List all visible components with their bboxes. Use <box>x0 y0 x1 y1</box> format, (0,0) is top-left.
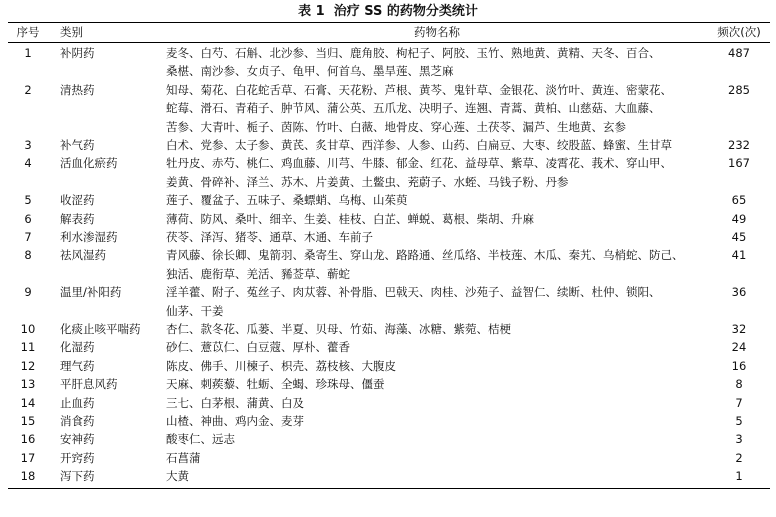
row-category: 开窍药 <box>60 450 95 465</box>
row-num: 5 <box>24 193 32 208</box>
row-category: 利水渗湿药 <box>60 230 118 244</box>
row-category: 理气药 <box>60 358 95 373</box>
drug-line: 苦参、大青叶、栀子、茵陈、竹叶、白薇、地骨皮、穿心莲、土茯苓、漏芦、生地黄、玄参 <box>166 119 626 134</box>
row-drugs <box>166 191 708 209</box>
row-drugs <box>166 228 708 246</box>
row-num: 11 <box>20 340 36 355</box>
row-category: 化痰止咳平喘药 <box>60 322 141 336</box>
row-freq: 167 <box>728 156 750 171</box>
drug-line: 陈皮、佛手、川楝子、枳壳、荔枝核、大腹皮 <box>166 358 396 373</box>
drug-line: 蛇莓、滑石、青葙子、肿节风、蒲公英、五爪龙、决明子、连翘、青蒿、黄柏、山慈菇、大血藤、 <box>166 101 661 116</box>
table-row <box>8 357 770 375</box>
row-category: 祛风湿药 <box>60 248 106 263</box>
row-category: 安神药 <box>60 432 95 447</box>
row-freq: 285 <box>728 82 750 97</box>
table-row <box>8 467 770 485</box>
row-num: 1 <box>24 46 32 60</box>
row-freq: 16 <box>731 358 747 373</box>
drug-line: 杏仁、款冬花、瓜蒌、半夏、贝母、竹茹、海藻、冰糖、紫菀、桔梗 <box>166 322 511 336</box>
drug-line: 淫羊藿、附子、菟丝子、肉苁蓉、补骨脂、巴戟天、肉桂、沙苑子、益智仁、续断、杜仲、锁阳、 <box>166 285 661 300</box>
row-freq: 41 <box>731 248 747 263</box>
row-drugs <box>166 246 708 283</box>
row-freq: 32 <box>731 322 747 336</box>
table-row <box>8 154 770 191</box>
header-category: 类别 <box>60 25 83 39</box>
row-freq: 5 <box>735 414 743 428</box>
table-row <box>8 375 770 393</box>
row-num: 3 <box>24 138 32 152</box>
row-num: 12 <box>20 358 36 373</box>
drug-line: 独活、鹿衔草、羌活、豨莶草、蕲蛇 <box>166 266 350 281</box>
row-num: 8 <box>24 248 32 263</box>
row-freq: 3 <box>735 432 743 447</box>
bottom-rule <box>8 488 770 489</box>
row-num: 9 <box>24 285 32 300</box>
row-freq: 1 <box>735 469 743 484</box>
table-row <box>8 44 770 81</box>
drug-line: 石菖蒲 <box>166 450 201 465</box>
row-freq: 7 <box>735 395 743 410</box>
table-row <box>8 320 770 338</box>
row-category: 补阴药 <box>60 46 95 60</box>
row-drugs <box>166 357 708 375</box>
drug-line: 白术、党参、太子参、黄芪、炙甘草、西洋参、人参、山药、白扁豆、大枣、绞股蓝、蜂蜜、生甘草 <box>166 138 672 152</box>
row-category: 补气药 <box>60 138 95 152</box>
drug-line: 牡丹皮、赤芍、桃仁、鸡血藤、川芎、牛膝、郁金、红花、益母草、紫草、凌霄花、莪术、穿山甲、 <box>166 156 672 171</box>
row-freq: 36 <box>731 285 747 300</box>
table-caption: 表 1 治疗 SS 的药物分类统计 <box>298 4 478 19</box>
table-row <box>8 210 770 228</box>
row-num: 6 <box>24 211 32 226</box>
row-freq: 65 <box>731 193 747 208</box>
drug-line: 砂仁、薏苡仁、白豆蔻、厚朴、藿香 <box>166 340 350 355</box>
row-category: 止血药 <box>60 395 95 410</box>
row-drugs <box>166 338 708 356</box>
drug-line: 姜黄、骨碎补、泽兰、苏木、片姜黄、土鳖虫、茺蔚子、水蛭、马钱子粉、丹参 <box>166 174 569 189</box>
row-category: 温里/补阳药 <box>60 285 122 300</box>
row-num: 17 <box>20 450 36 465</box>
row-freq: 49 <box>731 211 747 226</box>
drug-line: 酸枣仁、远志 <box>166 432 235 447</box>
table-row <box>8 228 770 246</box>
row-category: 活血化瘀药 <box>60 156 118 171</box>
table-row <box>8 136 770 154</box>
row-num: 16 <box>20 432 36 447</box>
header-num: 序号 <box>16 25 40 39</box>
table-row <box>8 412 770 430</box>
row-drugs <box>166 154 708 191</box>
table-row <box>8 81 770 136</box>
table-row <box>8 246 770 283</box>
row-category: 收涩药 <box>60 193 95 208</box>
row-drugs <box>166 44 708 81</box>
row-num: 10 <box>20 322 36 336</box>
row-drugs <box>166 449 708 467</box>
row-freq: 487 <box>728 46 750 60</box>
table-row <box>8 283 770 320</box>
row-category: 泻下药 <box>60 469 95 484</box>
row-drugs <box>166 430 708 448</box>
row-drugs <box>166 210 708 228</box>
table-row <box>8 338 770 356</box>
drug-line: 三七、白茅根、蒲黄、白及 <box>166 395 304 410</box>
row-num: 4 <box>24 156 32 171</box>
header-rule <box>8 42 770 43</box>
row-num: 7 <box>24 230 32 244</box>
row-num: 15 <box>20 414 36 428</box>
drug-line: 天麻、刺蒺藜、牡蛎、全蝎、珍珠母、僵蚕 <box>166 377 385 392</box>
row-category: 平肝息风药 <box>60 377 118 392</box>
row-drugs <box>166 136 708 154</box>
table-row <box>8 430 770 448</box>
drug-line: 麦冬、白芍、石斛、北沙参、当归、鹿角胶、枸杞子、阿胶、玉竹、熟地黄、黄精、天冬、百合、 <box>166 46 661 60</box>
drug-line: 薄荷、防风、桑叶、细辛、生姜、桂枝、白芷、蝉蜕、葛根、柴胡、升麻 <box>166 211 534 226</box>
row-drugs <box>166 320 708 338</box>
row-category: 化湿药 <box>60 340 95 355</box>
drug-line: 茯苓、泽泻、猪苓、通草、木通、车前子 <box>166 230 373 244</box>
drug-line: 知母、菊花、白花蛇舌草、石膏、天花粉、芦根、黄芩、鬼针草、金银花、淡竹叶、黄连、密蒙花、 <box>166 82 672 97</box>
row-category: 消食药 <box>60 414 95 428</box>
row-drugs <box>166 467 708 485</box>
row-drugs <box>166 394 708 412</box>
row-num: 2 <box>24 82 32 97</box>
row-freq: 232 <box>728 138 750 152</box>
table-row <box>8 394 770 412</box>
row-category: 解表药 <box>60 211 95 226</box>
header-freq: 频次(次) <box>717 25 761 39</box>
row-freq: 45 <box>731 230 747 244</box>
row-drugs <box>166 283 708 320</box>
row-num: 13 <box>20 377 36 392</box>
table-row <box>8 449 770 467</box>
header-drugs: 药物名称 <box>414 25 460 39</box>
row-drugs <box>166 81 708 136</box>
row-drugs <box>166 412 708 430</box>
row-freq: 24 <box>731 340 747 355</box>
row-num: 18 <box>20 469 36 484</box>
drug-line: 山楂、神曲、鸡内金、麦芽 <box>166 414 304 428</box>
drug-line: 桑椹、南沙参、女贞子、龟甲、何首乌、墨旱莲、黑芝麻 <box>166 64 454 79</box>
row-freq: 8 <box>735 377 743 392</box>
table-row <box>8 191 770 209</box>
drug-line: 莲子、覆盆子、五味子、桑螵蛸、乌梅、山茱萸 <box>166 193 408 208</box>
row-drugs <box>166 375 708 393</box>
drug-line: 大黄 <box>166 469 189 484</box>
drug-line: 仙茅、干姜 <box>166 303 224 318</box>
drug-line: 青风藤、徐长卿、鬼箭羽、桑寄生、穿山龙、路路通、丝瓜络、半枝莲、木瓜、秦艽、乌梢蛇、防己、 <box>166 248 684 263</box>
row-num: 14 <box>20 395 36 410</box>
row-category: 清热药 <box>60 82 95 97</box>
row-freq: 2 <box>735 450 743 465</box>
